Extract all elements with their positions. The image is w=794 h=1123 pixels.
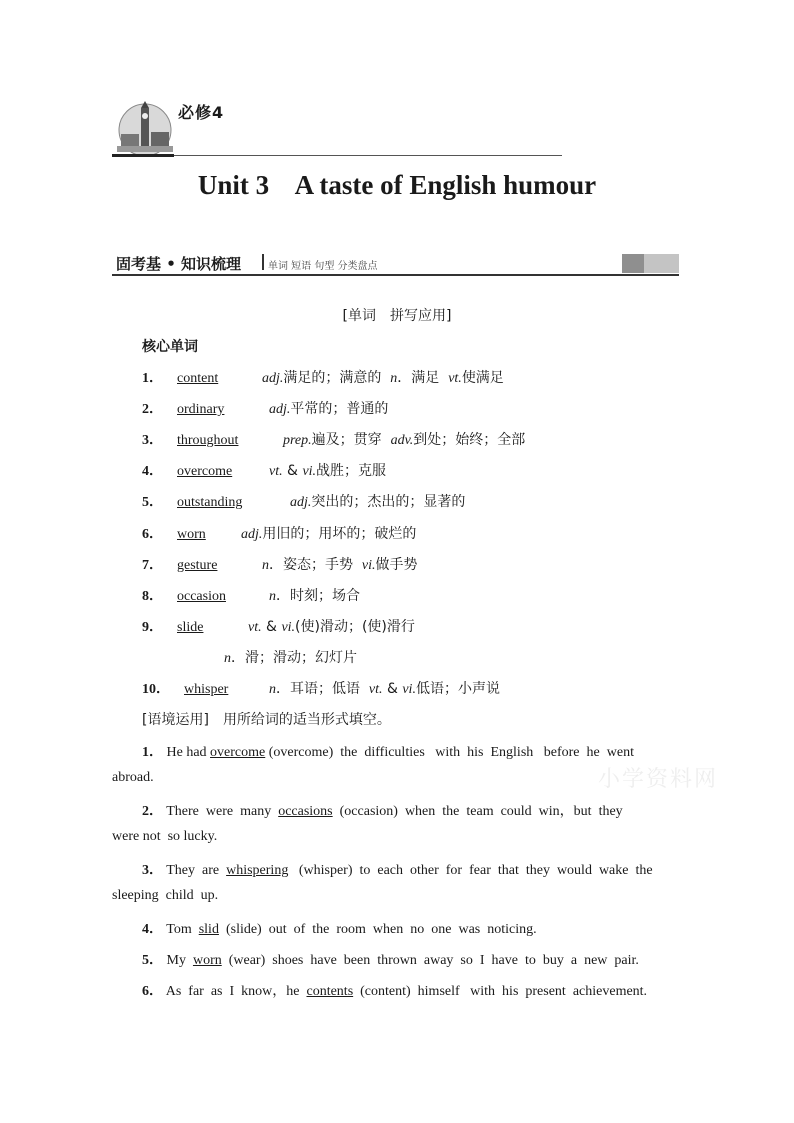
vocab-row xyxy=(142,585,360,605)
definition-text: 做手势 xyxy=(375,556,418,573)
part-of-speech: adj. xyxy=(290,495,312,511)
vocab-row xyxy=(142,554,418,574)
part-of-speech: vt. xyxy=(448,371,462,386)
vocab-definition xyxy=(283,432,525,448)
vocab-definition xyxy=(269,681,500,697)
exercise-text: They are xyxy=(163,863,227,878)
book-label: 必修4 xyxy=(178,103,225,122)
part-of-speech: n xyxy=(262,557,269,573)
definition-text: & xyxy=(382,680,403,697)
part-of-speech: adv. xyxy=(390,433,414,449)
watermark: 小学资料网 xyxy=(598,767,719,792)
exercise-row xyxy=(142,741,634,761)
vocab-definition xyxy=(290,494,465,510)
exercise-number: 4． xyxy=(142,922,163,937)
exercise-row xyxy=(142,800,623,820)
vocab-answer: throughout xyxy=(177,433,239,449)
definition-text: 突出的；杰出的；显著的 xyxy=(311,494,466,511)
definition-text: 战胜；克服 xyxy=(316,463,387,480)
definition-text: (使)滑动；(使)滑行 xyxy=(295,618,415,635)
definition-text: 遍及；贯穿 xyxy=(311,432,391,449)
part-of-speech: vi. xyxy=(281,619,296,635)
exercise-number: 5． xyxy=(142,953,163,968)
exercise-answer: whispering xyxy=(226,863,289,878)
vocab-row xyxy=(142,523,416,543)
exercise-text: My xyxy=(163,953,193,968)
vocab-definition xyxy=(269,588,360,604)
vocab-definition xyxy=(269,463,386,479)
exercise-row xyxy=(142,949,639,969)
definition-text: ．耳语；低语 xyxy=(276,680,369,697)
unit-title: Unit 3 A taste of English humour xyxy=(197,170,597,200)
definition-text: 到处；始终；全部 xyxy=(413,432,526,449)
definition-text: 低语；小声说 xyxy=(415,680,500,697)
part-of-speech: n xyxy=(269,588,276,604)
part-of-speech: adj. xyxy=(241,526,263,542)
vocab-number: 10． xyxy=(142,681,170,697)
vocab-answer: ordinary xyxy=(177,402,225,418)
vocab-answer: slide xyxy=(177,619,204,635)
vocab-row xyxy=(142,367,504,387)
vocab-number: 6． xyxy=(142,526,163,542)
header-logo xyxy=(115,100,175,155)
vocab-row xyxy=(142,616,415,636)
vocab-definition xyxy=(269,401,388,417)
exercise-answer: slid xyxy=(198,922,219,937)
part-of-speech: prep. xyxy=(283,433,312,449)
header-rule-accent xyxy=(112,154,174,157)
exercise-text: (whisper) to each other for fear that they would wake the xyxy=(288,863,653,878)
context-instruction: 用所给词的适当形式填空。 xyxy=(222,712,391,728)
exercise-continuation: sleeping child up. xyxy=(112,888,219,903)
vocab-number: 8． xyxy=(142,588,163,604)
section-title: 固考基 • 知识梳理 xyxy=(116,255,242,273)
vocab-number: 4． xyxy=(142,464,163,480)
exercise-row xyxy=(142,918,537,938)
part-heading: [单词 拼写应用] xyxy=(342,308,452,324)
exercise-number: 3． xyxy=(142,863,163,878)
exercise-number: 1． xyxy=(142,745,163,760)
part-of-speech: n xyxy=(269,681,276,697)
vocab-number: 9． xyxy=(142,619,163,635)
part-of-speech: vt. xyxy=(368,681,383,697)
vocab-number: 3． xyxy=(142,433,163,449)
exercise-text: Tom xyxy=(163,922,199,937)
vocab-definition xyxy=(224,650,357,666)
exercise-text: (wear) shoes have been thrown away so I have to buy a new pair. xyxy=(221,953,639,968)
part-of-speech: n xyxy=(224,651,231,666)
exercise-text: (occasion) when the team could win，but they xyxy=(332,804,623,819)
section-bar-decoration-dark xyxy=(622,254,644,273)
exercise-answer: occasions xyxy=(278,804,333,819)
part-of-speech: vt. xyxy=(269,464,283,480)
vocab-number: 1． xyxy=(142,371,163,386)
vocab-answer: content xyxy=(177,371,219,386)
exercise-text: (overcome) the difficulties with his English before he went xyxy=(265,745,634,760)
exercise-answer: overcome xyxy=(210,745,266,760)
part-of-speech: vi. xyxy=(361,557,376,573)
vocab-answer: outstanding xyxy=(177,495,243,511)
definition-text: ．时刻；场合 xyxy=(276,587,360,604)
exercise-row xyxy=(142,859,653,879)
part-of-speech: adj. xyxy=(269,402,291,418)
context-heading xyxy=(142,709,391,729)
vocab-answer: gesture xyxy=(177,557,218,573)
context-label: [语境运用] xyxy=(142,712,209,728)
exercise-continuation: abroad. xyxy=(112,770,154,785)
exercise-continuation: were not so lucky. xyxy=(112,829,218,844)
exercise-number: 2． xyxy=(142,804,163,819)
vocab-definition xyxy=(248,619,415,635)
vocab-answer: overcome xyxy=(177,464,233,480)
vocab-number: 2． xyxy=(142,402,163,418)
definition-text: ．姿态；手势 xyxy=(269,556,362,573)
vocab-answer: worn xyxy=(177,526,206,542)
definition-text: ．滑；滑动；幻灯片 xyxy=(231,650,357,666)
vocab-answer: occasion xyxy=(177,588,226,604)
part-of-speech: vt. xyxy=(248,619,262,635)
exercise-text: (content) himself with his present achievement. xyxy=(353,984,648,999)
part-of-speech: n xyxy=(390,371,398,386)
vocab-row xyxy=(142,491,465,511)
definition-text: ．满足 xyxy=(397,370,449,386)
exercise-answer: contents xyxy=(306,984,354,999)
vocab-definition xyxy=(241,526,416,542)
definition-text: & xyxy=(282,463,303,480)
part-of-speech: vi. xyxy=(302,464,317,480)
vocab-row xyxy=(142,678,500,698)
exercise-text: There were many xyxy=(163,804,279,819)
vocab-row xyxy=(142,460,386,480)
vocab-definition xyxy=(262,370,504,386)
definition-text: 平常的；普通的 xyxy=(290,401,389,418)
big-ben-logo-icon xyxy=(115,100,175,155)
vocab-answer: whisper xyxy=(184,681,229,697)
exercise-number: 6． xyxy=(142,984,163,999)
exercise-answer: worn xyxy=(192,953,222,968)
vocab-extra-definition xyxy=(224,647,357,667)
header-rule xyxy=(112,155,562,156)
section-bar-decoration-light xyxy=(644,254,679,273)
vocab-definition xyxy=(262,557,418,573)
section-separator xyxy=(262,254,264,270)
vocab-number: 7． xyxy=(142,557,163,573)
exercise-text: (slide) out of the room when no one was noticing. xyxy=(218,922,537,937)
core-words-heading: 核心单词 xyxy=(142,339,198,355)
vocab-row xyxy=(142,429,525,449)
exercise-text: He had xyxy=(163,745,211,760)
exercise-text: As far as I know，he xyxy=(163,984,307,999)
vocab-row xyxy=(142,398,388,418)
definition-text: 用旧的；用坏的；破烂的 xyxy=(262,525,417,542)
part-of-speech: adj. xyxy=(262,371,284,386)
part-of-speech: vi. xyxy=(402,681,416,697)
definition-text: & xyxy=(261,618,282,635)
exercise-row xyxy=(142,980,647,1000)
definition-text: 使满足 xyxy=(461,370,504,386)
section-subtitle: 单词 短语 句型 分类盘点 xyxy=(268,261,378,272)
definition-text: 满足的；满意的 xyxy=(283,370,391,386)
vocab-number: 5． xyxy=(142,495,163,511)
